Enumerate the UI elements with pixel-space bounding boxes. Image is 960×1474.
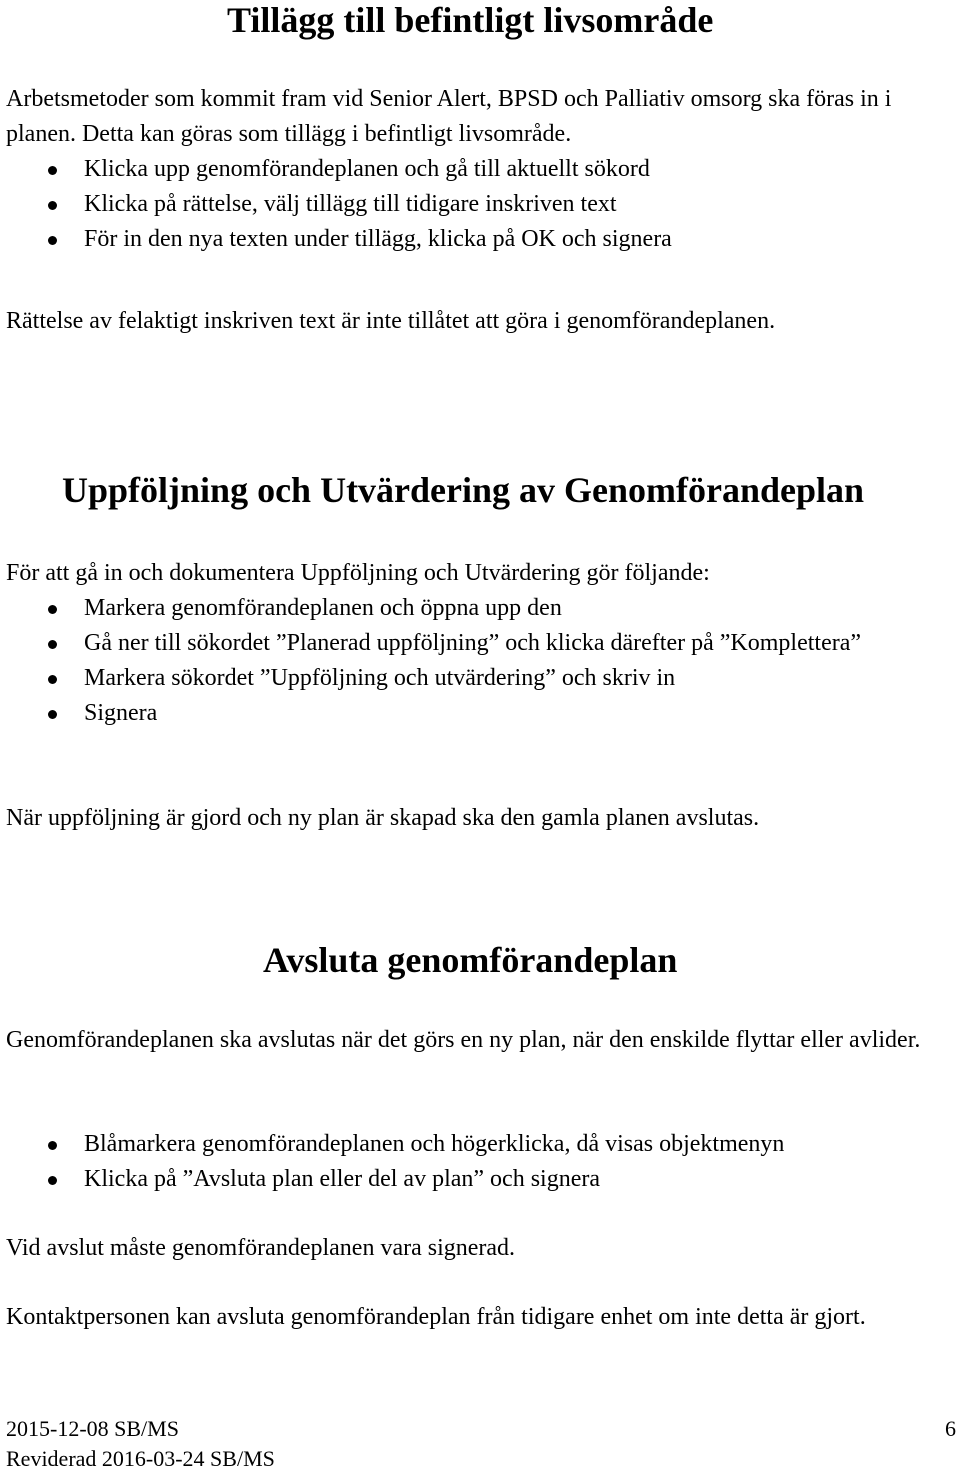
bullet-icon (48, 201, 57, 210)
footer-date: 2015-12-08 SB/MS (6, 1416, 179, 1441)
section-tillagg-body (6, 82, 946, 257)
bullet-icon (48, 675, 57, 684)
section-heading-avsluta: Avsluta genomförandeplan (263, 940, 678, 980)
list-item: Signera (6, 696, 906, 731)
list-item: Gå ner till sökordet ”Planerad uppföljning” och klicka därefter på ”Komplettera” (6, 626, 906, 661)
list-item: Blåmarkera genomförandeplanen och högerklicka, då visas objektmenyn (6, 1127, 956, 1162)
bullet-icon (48, 605, 57, 614)
bullet-icon (48, 1176, 57, 1185)
note-paragraph: Kontaktpersonen kan avsluta genomförandeplan från tidigare enhet om inte detta är gjort. (6, 1304, 866, 1330)
list-item: Markera sökordet ”Uppföljning och utvärdering” och skriv in (6, 661, 906, 696)
section-heading-tillagg: Tillägg till befintligt livsområde (227, 0, 714, 40)
list-item: Markera genomförandeplanen och öppna upp den (6, 591, 906, 626)
section-uppfoljning-body (6, 556, 906, 731)
list-item: För in den nya texten under tillägg, klicka på OK och signera (6, 222, 946, 257)
section-heading-uppfoljning: Uppföljning och Utvärdering av Genomförandeplan (62, 470, 865, 510)
bullet-list (6, 152, 946, 257)
list-item: Klicka på rättelse, välj tillägg till tidigare inskriven text (6, 187, 946, 222)
note-paragraph: Rättelse av felaktigt inskriven text är inte tillåtet att göra i genomförandeplanen. (6, 308, 776, 334)
intro-paragraph: Arbetsmetoder som kommit fram vid Senior Alert, BPSD och Palliativ omsorg ska föras in i planen. Detta kan göras som tillägg i befintligt livsområde. (6, 86, 892, 147)
intro-paragraph: Genomförandeplanen ska avslutas när det görs en ny plan, när den enskilde flyttar eller avlider. (6, 1027, 921, 1053)
note-paragraph: När uppföljning är gjord och ny plan är skapad ska den gamla planen avslutas. (6, 805, 760, 831)
bullet-list (6, 1127, 956, 1197)
footer-revised: Reviderad 2016-03-24 SB/MS (6, 1446, 275, 1471)
bullet-icon (48, 710, 57, 719)
bullet-list (6, 591, 906, 731)
bullet-icon (48, 640, 57, 649)
page-number: 6 (945, 1416, 956, 1441)
bullet-icon (48, 1141, 57, 1150)
bullet-icon (48, 166, 57, 175)
bullet-icon (48, 236, 57, 245)
intro-paragraph: För att gå in och dokumentera Uppföljning och Utvärdering gör följande: (6, 560, 710, 586)
note-paragraph: Vid avslut måste genomförandeplanen vara signerad. (6, 1235, 516, 1261)
list-item: Klicka på ”Avsluta plan eller del av plan” och signera (6, 1162, 956, 1197)
list-item: Klicka upp genomförandeplanen och gå till aktuellt sökord (6, 152, 946, 187)
footer (6, 1414, 275, 1474)
